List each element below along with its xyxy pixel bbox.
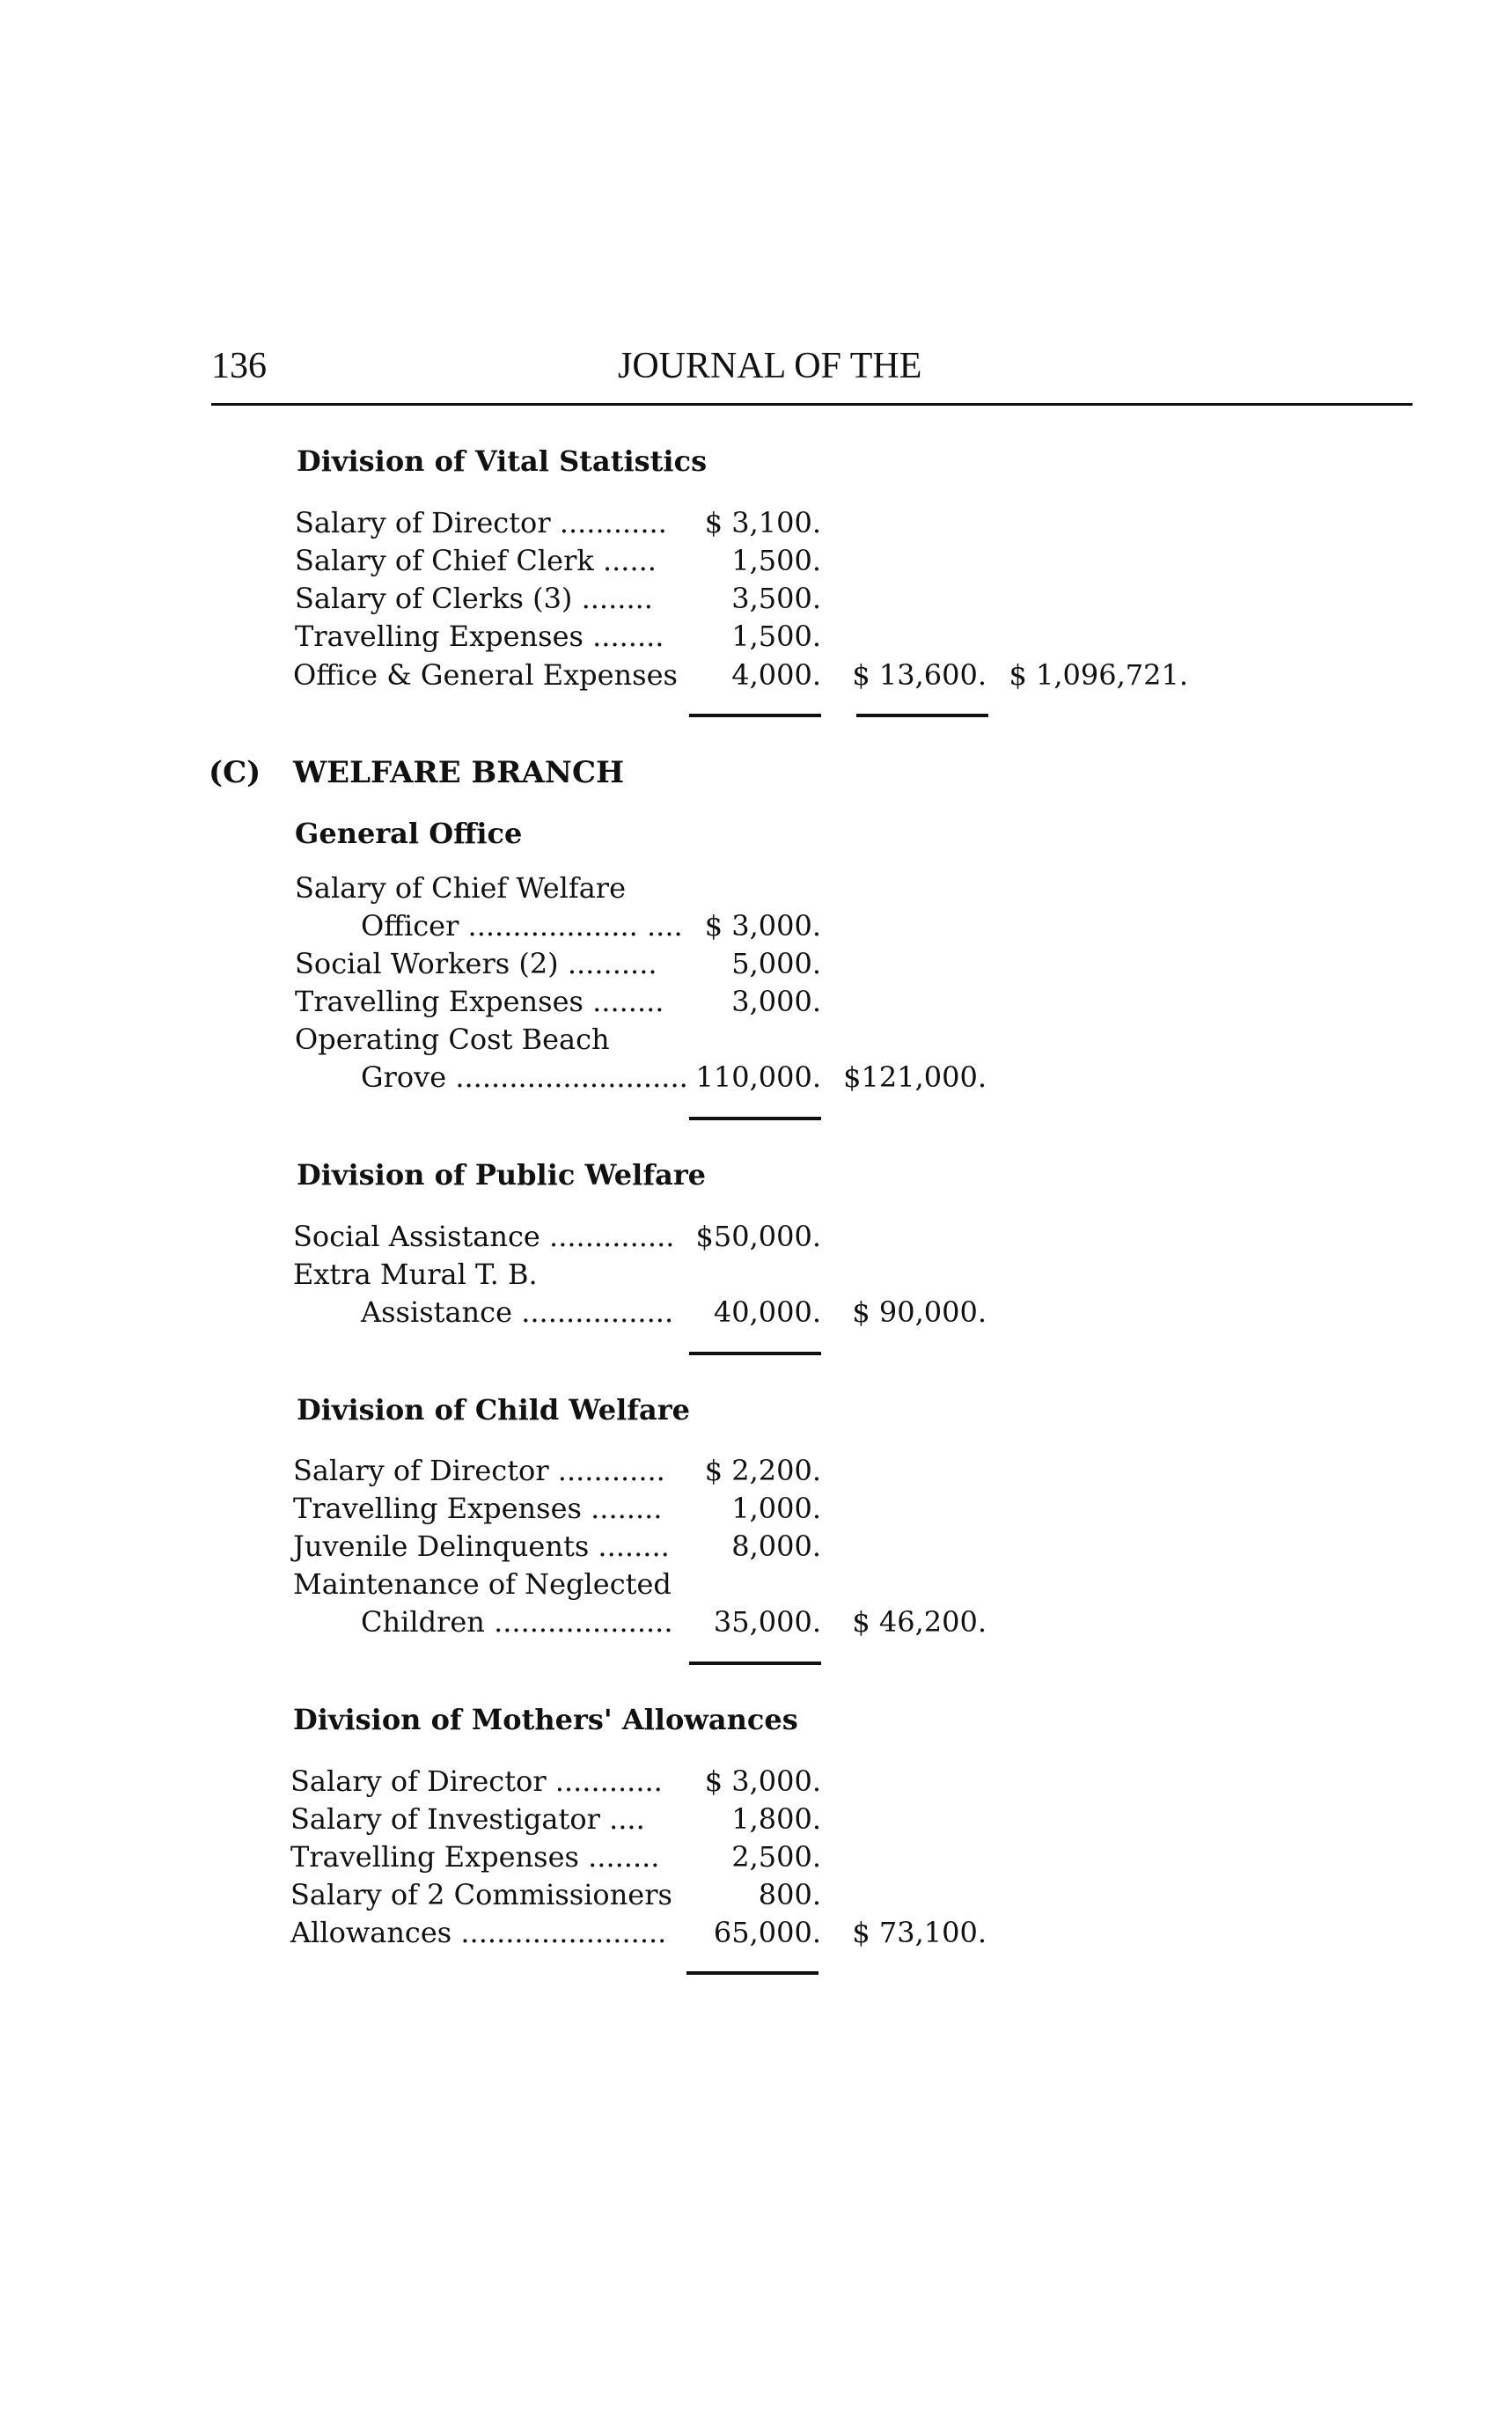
vital-title: Division of Vital Statistics [297,444,708,478]
vital-item-label: Salary of Clerks (3) ........ [295,582,653,615]
public-welfare-item-label: Social Assistance .............. [293,1220,675,1253]
child-welfare-item-label: Maintenance of Neglected [293,1567,672,1601]
vital-subtotal: $ 13,600. [852,658,987,692]
public-welfare-item-amount: $50,000. [695,1220,821,1253]
child-welfare-item-label: Children .................... [361,1605,673,1639]
vital-item-label: Salary of Chief Clerk ...... [295,544,657,577]
general-office-item-label: Grove .......................... [361,1060,688,1094]
vital-item-label: Office & General Expenses [293,658,678,692]
general-office-subtotal: $121,000. [843,1060,987,1094]
general-office-title: General Office [295,817,523,850]
vital-item-amount: 1,500. [731,544,821,577]
vital-item-amount: 3,500. [731,582,821,615]
public-welfare-item-label: Extra Mural T. B. [293,1258,538,1291]
sum-rule [689,714,821,717]
page-number: 136 [211,346,267,386]
vital-item-amount: 4,000. [731,658,821,692]
vital-item-label: Travelling Expenses ........ [295,620,664,653]
mothers-allowances-item-amount: 1,800. [731,1802,821,1836]
public-welfare-title: Division of Public Welfare [297,1158,707,1192]
header-rule [211,403,1413,406]
general-office-item-amount: 5,000. [731,947,821,980]
general-office-item-amount: 3,000. [731,985,821,1018]
mothers-allowances-item-amount: $ 3,000. [704,1764,821,1798]
running-title: JOURNAL OF THE [618,346,922,386]
vital-item-label: Salary of Director ............ [295,506,667,539]
child-welfare-item-amount: $ 2,200. [704,1454,821,1487]
mothers-allowances-item-label: Salary of Director ............ [290,1764,663,1798]
general-office-item-amount: $ 3,000. [704,909,821,943]
sum-rule [686,1971,818,1975]
child-welfare-subtotal: $ 46,200. [852,1605,987,1639]
child-welfare-item-label: Salary of Director ............ [293,1454,665,1487]
general-office-item-label: Travelling Expenses ........ [295,985,664,1018]
mothers-allowances-item-amount: 2,500. [731,1840,821,1874]
mothers-allowances-item-amount: 65,000. [713,1916,821,1949]
child-welfare-item-label: Travelling Expenses ........ [293,1492,663,1525]
vital-grand-total: $ 1,096,721. [1009,658,1188,692]
branch-title: WELFARE BRANCH [293,755,625,790]
sum-rule [689,1352,821,1355]
vital-item-amount: 1,500. [731,620,821,653]
general-office-item-label: Salary of Chief Welfare [295,871,627,905]
general-office-item-amount: 110,000. [695,1060,821,1094]
mothers-allowances-item-label: Travelling Expenses ........ [290,1840,660,1874]
general-office-item-label: Operating Cost Beach [295,1023,610,1056]
child-welfare-item-amount: 35,000. [713,1605,821,1639]
mothers-allowances-item-label: Salary of Investigator .... [290,1802,645,1836]
public-welfare-item-amount: 40,000. [713,1295,821,1329]
sum-rule [689,1661,821,1665]
sum-rule [689,1117,821,1120]
mothers-allowances-item-label: Salary of 2 Commissioners [290,1878,672,1911]
general-office-item-label: Social Workers (2) .......... [295,947,657,980]
child-welfare-item-amount: 8,000. [731,1529,821,1563]
mothers-allowances-item-label: Allowances ....................... [290,1916,667,1949]
child-welfare-item-label: Juvenile Delinquents ........ [293,1529,670,1563]
vital-item-amount: $ 3,100. [704,506,821,539]
mothers-allowances-subtotal: $ 73,100. [852,1916,987,1949]
sum-rule [856,714,988,717]
public-welfare-subtotal: $ 90,000. [852,1295,987,1329]
child-welfare-item-amount: 1,000. [731,1492,821,1525]
mothers-allowances-item-amount: 800. [758,1878,821,1911]
general-office-item-label: Officer ................... .... [361,909,683,943]
child-welfare-title: Division of Child Welfare [297,1393,690,1427]
public-welfare-item-label: Assistance ................. [361,1295,674,1329]
branch-letter: (C) [209,755,261,790]
mothers-allowances-title: Division of Mothers' Allowances [293,1703,798,1736]
